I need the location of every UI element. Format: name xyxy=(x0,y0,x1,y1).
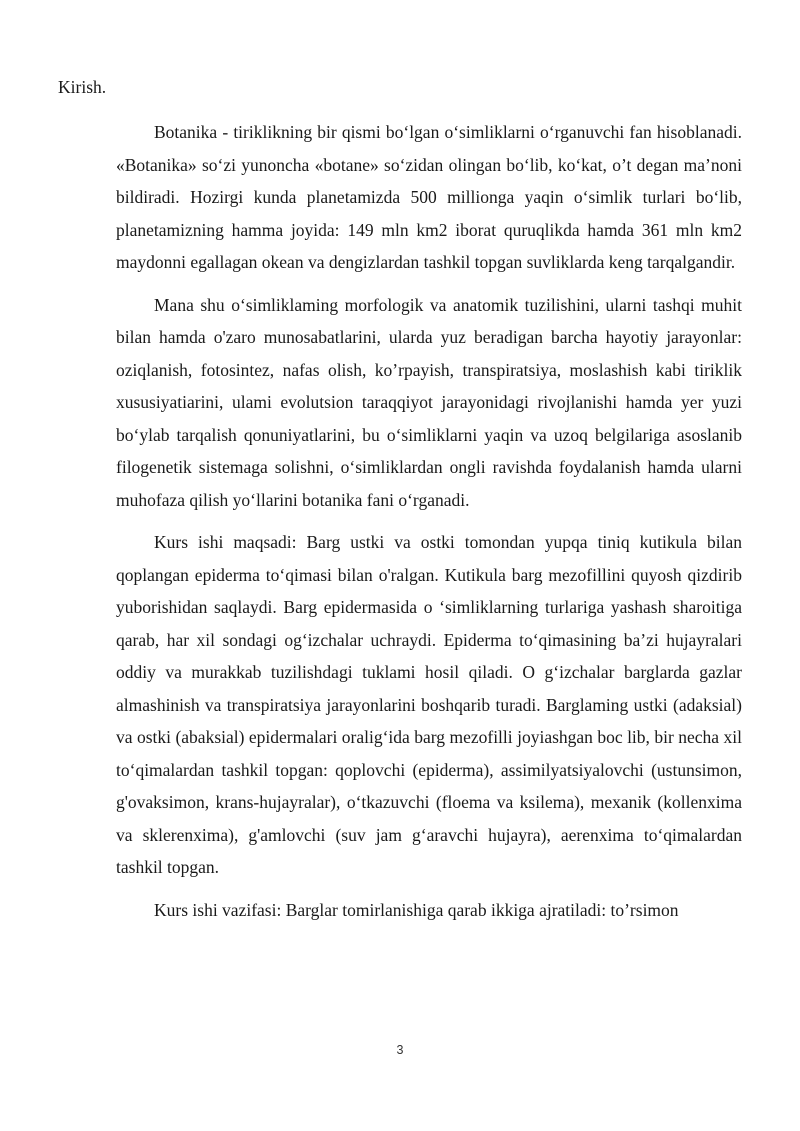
paragraph-botanika-scope: Mana shu o‘simliklaming morfologik va anatomik tuzilishini, ularni tashqi muhit bilan hamda o'zaro munosabatlarini, ularda yuz beradigan barcha hayotiy jarayonlar: oziqlanish, fotosintez, nafas olish, ko’rpayish, transpiratsiya, moslashish kabi tiriklik xususiyatiarini, ulami evolutsion taraqqiyot jarayonidagi rivojlanishi hamda yer yuzi bo‘ylab tarqalish qonuniyatlarini, bu o‘simliklarni yaqin va uzoq belgilariga asoslanib filogenetik sistemaga solishni, o‘simliklardan ongli ravishda foydalanish hamda ularni muhofaza qilish yo‘llarini botanika fani o‘rganadi. xyxy=(116,294,742,510)
paragraph-botanika-intro: Botanika - tiriklikning bir qismi bo‘lgan o‘simliklarni o‘rganuvchi fan hisoblanadi. «Botanika» so‘zi yunoncha «botane» so‘zidan olingan bo‘lib, ko‘kat, o’t degan ma’noni bildiradi. Hozirgi kunda planetamizda 500 millionga yaqin o‘simlik turlari bo‘lib, planetamizning hamma joyida: 149 mln km2 iborat quruqlikda hamda 361 mln km2 maydonni egallagan okean va dengizlardan tashkil topgan suvliklarda keng tarqalgandir. xyxy=(116,122,742,272)
body-text xyxy=(116,116,742,926)
section-heading: Kirish. xyxy=(58,77,107,97)
page-number: 3 xyxy=(396,1043,404,1057)
paragraph-course-task: Kurs ishi vazifasi: Barglar tomirlanishiga qarab ikkiga ajratiladi: to’rsimon xyxy=(154,899,679,920)
paragraph-course-goal: Kurs ishi maqsadi: Barg ustki va ostki tomondan yupqa tiniq kutikula bilan qoplangan epiderma to‘qimasi bilan o'ralgan. Kutikula barg mezofillini quyosh qizdirib yuborishidan saqlaydi. Barg epidermasida o ‘simliklarning turlariga yashash sharoitiga qarab, har xil sondagi og‘izchalar uchraydi. Epiderma to‘qimasining ba’zi hujayralari oddiy va murakkab tuzilishdagi tuklami hosil qiladi. O g‘izchalar barglarda gazlar almashinish va transpiratsiya jarayonlarini boshqarib turadi. Barglaming ustki (adaksial) va ostki (abaksial) epidermalari oralig‘ida barg mezofilli joyiashgan boc lib, bir necha xil to‘qimalardan tashkil topgan: qoplovchi (epiderma), assimilyatsiyalovchi (ustunsimon, g'ovaksimon, krans-hujayralar), o‘tkazuvchi (floema va ksilema), mexanik (kollenxima va sklerenxima), g'amlovchi (suv jam g‘aravchi hujayra), aerenxima to‘qimalardan tashkil topgan. xyxy=(116,532,742,877)
